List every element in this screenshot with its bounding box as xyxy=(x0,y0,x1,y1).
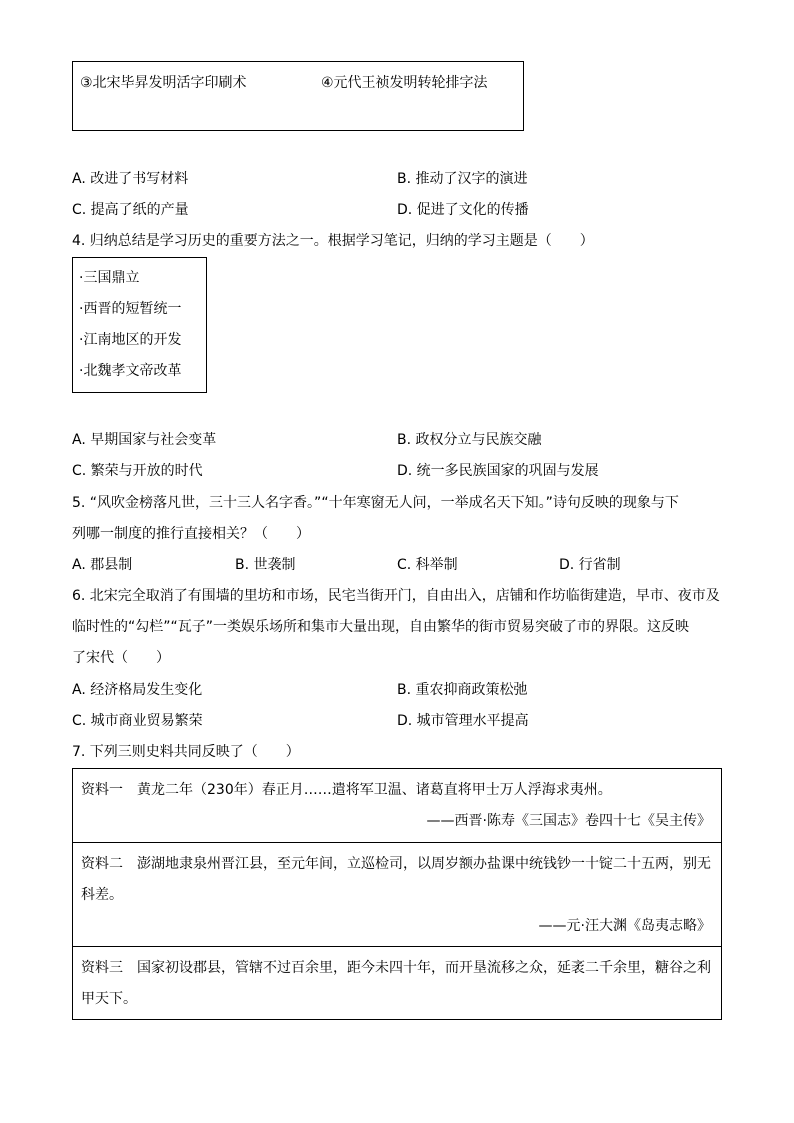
q4-note-2: ·西晋的短暂统一 xyxy=(79,301,182,317)
q3-materials-box xyxy=(72,61,524,131)
q3-option-a: A. 改进了书写材料 xyxy=(72,171,189,187)
q7-source-3-line-1: 资料三 国家初设郡县，管辖不过百余里，距今未四十年，而开垦流移之众，延袤二千余里，糖谷之利 xyxy=(81,960,711,976)
q4-option-c: C. 繁荣与开放的时代 xyxy=(72,463,203,479)
q6-option-a: A. 经济格局发生变化 xyxy=(72,682,203,698)
q5-option-b: B. 世袭制 xyxy=(235,557,296,573)
q7-source-1-text: 资料一 黄龙二年（230年）春正月……遣将军卫温、诸葛直将甲士万人浮海求夷州。 xyxy=(81,782,612,798)
q7-source-2-line-2: 科差。 xyxy=(81,887,123,903)
q5-option-c: C. 科举制 xyxy=(397,557,458,573)
q6-stem-line-3: 了宋代（ ） xyxy=(72,650,170,666)
q6-stem-line-1: 6. 北宋完全取消了有围墙的里坊和市场，民宅当街开门，自由出入，店铺和作坊临街建造，早市、夜市及 xyxy=(72,588,720,604)
q4-option-d: D. 统一多民族国家的巩固与发展 xyxy=(397,463,599,479)
q3-item-4: ④元代王祯发明转轮排字法 xyxy=(321,75,488,91)
q4-note-3: ·江南地区的开发 xyxy=(79,332,182,348)
q3-option-c: C. 提高了纸的产量 xyxy=(72,202,189,218)
q7-sources-table xyxy=(72,768,722,1020)
q7-source-1-cite: ——西晋·陈寿《三国志》卷四十七《吴主传》 xyxy=(426,813,711,829)
q5-stem-line-1: 5. “风吹金榜落凡世，三十三人名字香。”“十年寒窗无人问，一举成名天下知。”诗句反映的现象与下 xyxy=(72,495,679,511)
q3-option-d: D. 促进了文化的传播 xyxy=(397,202,529,218)
q7-source-2-cite: ——元·汪大渊《岛夷志略》 xyxy=(538,918,711,934)
q6-stem-line-2: 临时性的“勾栏”“瓦子”一类娱乐场所和集市大量出现，自由繁华的街市贸易突破了市的界限。这反映 xyxy=(72,619,690,635)
q4-stem: 4. 归纳总结是学习历史的重要方法之一。根据学习笔记，归纳的学习主题是（ ） xyxy=(72,233,594,249)
q7-stem: 7. 下列三则史料共同反映了（ ） xyxy=(72,744,300,760)
q4-note-4: ·北魏孝文帝改革 xyxy=(79,363,182,379)
q3-item-3: ③北宋毕昇发明活字印刷术 xyxy=(80,75,247,91)
q7-source-3 xyxy=(73,946,721,1019)
q5-option-a: A. 郡县制 xyxy=(72,557,133,573)
q6-option-d: D. 城市管理水平提高 xyxy=(397,713,529,729)
q6-option-c: C. 城市商业贸易繁荣 xyxy=(72,713,203,729)
q7-source-1 xyxy=(73,769,721,842)
q7-source-3-line-2: 甲天下。 xyxy=(81,991,137,1007)
q4-option-a: A. 早期国家与社会变革 xyxy=(72,432,217,448)
q7-source-2 xyxy=(73,842,721,946)
q4-note-1: ·三国鼎立 xyxy=(79,270,140,286)
q4-notes-box xyxy=(72,257,207,393)
q5-option-d: D. 行省制 xyxy=(559,557,621,573)
q3-option-b: B. 推动了汉字的演进 xyxy=(397,171,528,187)
q5-stem-line-2: 列哪一制度的推行直接相关？（ ） xyxy=(72,526,310,542)
q6-option-b: B. 重农抑商政策松弛 xyxy=(397,682,528,698)
q4-option-b: B. 政权分立与民族交融 xyxy=(397,432,542,448)
q7-source-2-line-1: 资料二 澎湖地隶泉州晋江县，至元年间，立巡检司，以周岁额办盐课中统钱钞一十锭二十五两，别无 xyxy=(81,856,711,872)
